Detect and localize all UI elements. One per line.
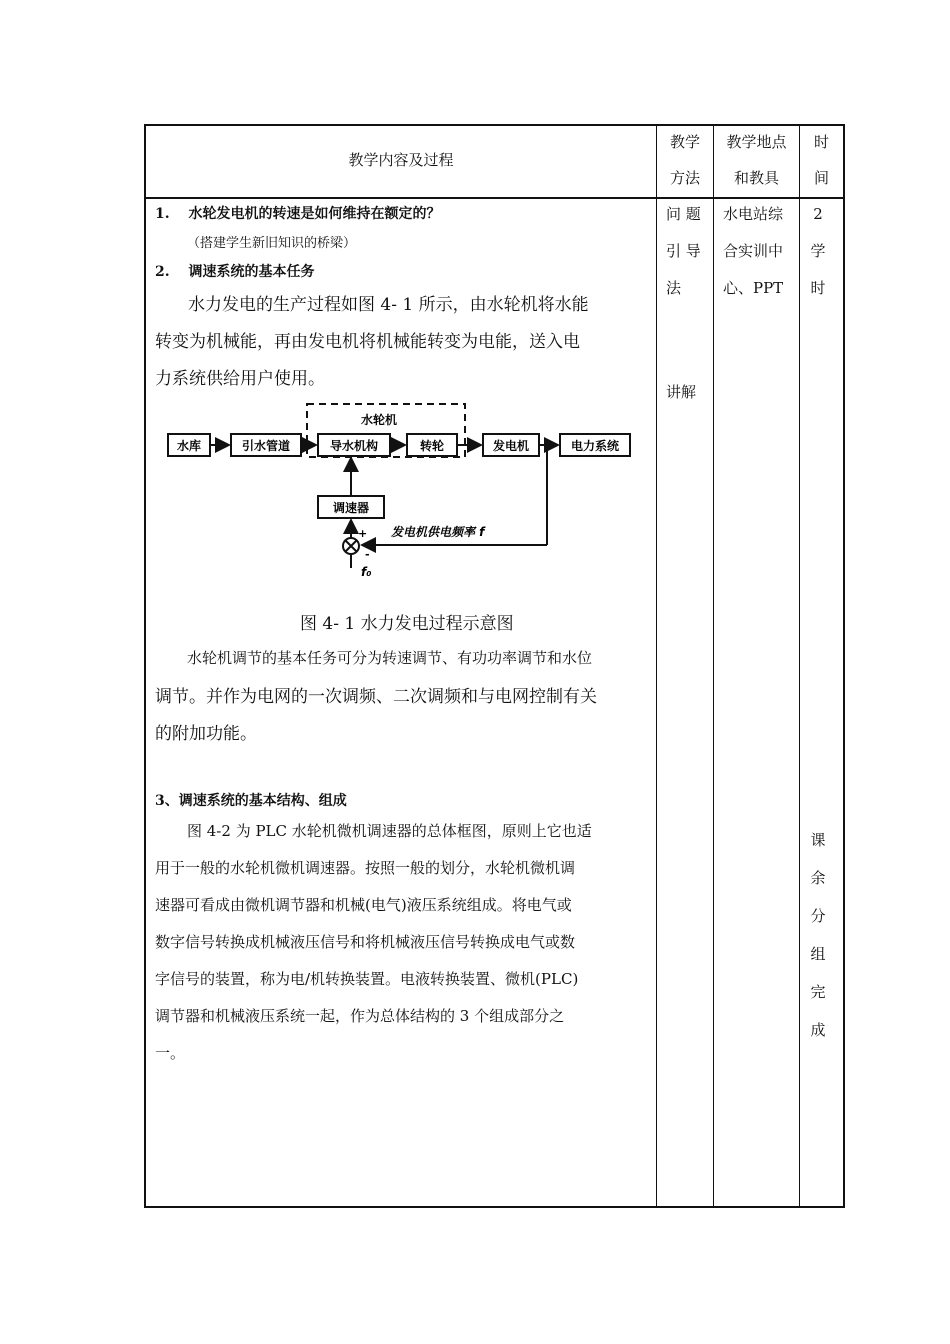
column-divider <box>656 124 657 1208</box>
header-content-process: 教学内容及过程 <box>348 151 454 169</box>
time-note-char: 课 <box>810 831 826 849</box>
figure-caption: 图 4- 1 水力发电过程示意图 <box>300 614 514 634</box>
paragraph-3-line: 速器可看成由微机调节器和机械(电气)液压系统组成。将电气或 <box>155 896 572 914</box>
time-note-char: 成 <box>810 1021 826 1039</box>
paragraph-2-line: 调节。并作为电网的一次调频、二次调频和与电网控制有关 <box>155 687 597 707</box>
paragraph-1-line: 水力发电的生产过程如图 4- 1 所示，由水轮机将水能 <box>188 295 589 315</box>
paragraph-3-line: 数字信号转换成机械液压信号和将机械液压信号转换成电气或数 <box>155 933 576 951</box>
paragraph-3-line: 一。 <box>155 1044 186 1062</box>
paragraph-1-line: 转变为机械能，再由发电机将机械能转变为电能，送入电 <box>155 332 580 352</box>
diagram-reference-label: f₀ <box>361 565 372 578</box>
header-place-line1: 教学地点 <box>726 133 787 151</box>
diagram-governor-label: 调速器 <box>332 501 370 515</box>
diagram-feedback-label: 发电机供电频率 f <box>391 525 485 539</box>
time-line: 时 <box>810 279 826 297</box>
place-line: 心、PPT <box>723 279 784 297</box>
header-method-line1: 教学 <box>669 133 700 151</box>
place-line: 水电站综 <box>723 205 784 223</box>
time-note-char: 组 <box>810 945 826 963</box>
place-line: 合实训中 <box>723 242 784 260</box>
time-note-char: 完 <box>810 983 826 1001</box>
header-time-line2: 间 <box>813 169 829 187</box>
method-line: 引 导 <box>666 242 701 260</box>
header-method-line2: 方法 <box>669 169 700 187</box>
question-1: 1. 水轮发电机的转速是如何维持在额定的？ <box>155 206 441 222</box>
paragraph-3-line: 用于一般的水轮机微机调速器。按照一般的划分，水轮机微机调 <box>155 859 576 877</box>
diagram-generator-label: 发电机 <box>492 439 530 453</box>
paragraph-2-line: 水轮机调节的基本任务可分为转速调节、有功功率调节和水位 <box>187 649 593 667</box>
header-place-line2: 和教具 <box>733 169 779 187</box>
paragraph-2-line: 的附加功能。 <box>155 724 257 744</box>
time-line: 2 <box>813 205 823 223</box>
diagram-turbine-label: 水轮机 <box>360 413 398 427</box>
diagram-runner-label: 转轮 <box>419 439 445 453</box>
method-lecture: 讲解 <box>666 383 697 401</box>
diagram-guide-label: 导水机构 <box>329 439 379 453</box>
paragraph-3-line: 图 4-2 为 PLC 水轮机微机调速器的总体框图，原则上它也适 <box>187 822 592 840</box>
header-time-line1: 时 <box>813 133 829 151</box>
hydropower-process-diagram <box>155 398 645 578</box>
paragraph-3-line: 字信号的装置，称为电/机转换装置。电液转换装置、微机(PLC) <box>155 970 579 988</box>
question-1-note: （搭建学生新旧知识的桥梁） <box>187 236 357 251</box>
diagram-penstock-label: 引水管道 <box>241 439 291 453</box>
diagram-plus-sign: + <box>358 527 368 540</box>
heading-2: 2. 调速系统的基本任务 <box>155 264 315 280</box>
column-divider <box>799 124 800 1208</box>
diagram-reservoir-label: 水库 <box>176 439 202 453</box>
method-line: 法 <box>666 279 682 297</box>
time-note-char: 分 <box>810 907 826 925</box>
column-divider <box>713 124 714 1208</box>
time-note-char: 余 <box>810 869 826 887</box>
paragraph-1-line: 力系统供给用户使用。 <box>155 369 325 389</box>
diagram-power-system-label: 电力系统 <box>570 439 620 453</box>
time-line: 学 <box>810 242 826 260</box>
paragraph-3-line: 调节器和机械液压系统一起，作为总体结构的 3 个组成部分之 <box>155 1007 565 1025</box>
heading-3: 3、调速系统的基本结构、组成 <box>155 793 347 809</box>
method-line: 问 题 <box>666 205 701 223</box>
diagram-minus-sign: - <box>365 548 370 561</box>
